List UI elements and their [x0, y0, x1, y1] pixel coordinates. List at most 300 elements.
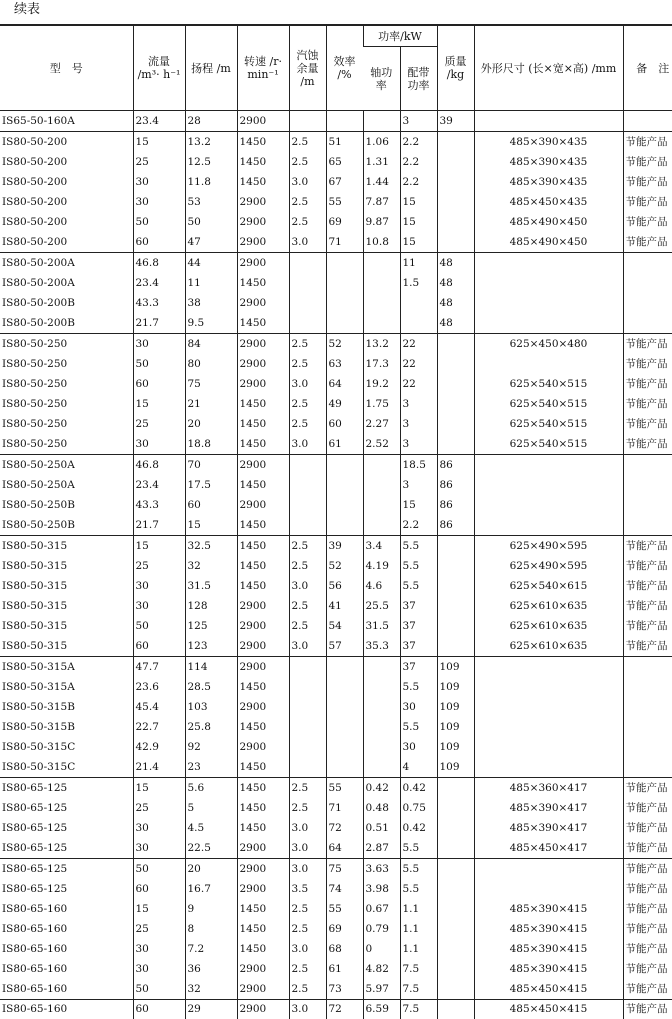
mass-cell: 39	[437, 111, 474, 132]
speed-cell: 1450	[237, 536, 289, 557]
remarks-cell	[623, 737, 672, 757]
remarks-cell	[623, 455, 672, 476]
head-cell: 128	[185, 596, 237, 616]
npsh-cell: 3.5	[289, 879, 326, 899]
model-cell: IS80-50-200	[0, 192, 133, 212]
flow-cell: 43.3	[133, 495, 185, 515]
shaft-power-cell	[363, 697, 400, 717]
table-row	[0, 778, 672, 799]
speed-cell: 1450	[237, 273, 289, 293]
mass-cell: 86	[437, 515, 474, 536]
npsh-cell: 3.0	[289, 434, 326, 455]
table-row	[0, 334, 672, 355]
mass-cell	[437, 556, 474, 576]
efficiency-cell	[326, 717, 363, 737]
model-cell: IS80-65-160	[0, 979, 133, 999]
header-remarks: 备 注	[623, 25, 672, 111]
mass-cell: 109	[437, 677, 474, 697]
dimensions-cell: 625×610×635	[474, 636, 623, 657]
shaft-power-cell: 0.51	[363, 818, 400, 838]
table-row	[0, 152, 672, 172]
remarks-cell: 节能产品	[623, 232, 672, 253]
npsh-cell: 2.5	[289, 334, 326, 355]
dimensions-cell	[474, 879, 623, 899]
head-cell: 23	[185, 757, 237, 778]
flow-cell: 23.4	[133, 475, 185, 495]
dimensions-cell: 625×490×595	[474, 556, 623, 576]
flow-cell: 15	[133, 778, 185, 799]
efficiency-cell	[326, 737, 363, 757]
motor-power-cell: 3	[400, 475, 437, 495]
remarks-cell: 节能产品	[623, 132, 672, 153]
remarks-cell: 节能产品	[623, 979, 672, 999]
flow-cell: 50	[133, 859, 185, 880]
efficiency-cell: 75	[326, 859, 363, 880]
npsh-cell	[289, 313, 326, 334]
motor-power-cell: 5.5	[400, 879, 437, 899]
table-row	[0, 879, 672, 899]
mass-cell: 109	[437, 737, 474, 757]
shaft-power-cell	[363, 717, 400, 737]
model-cell: IS80-50-250A	[0, 475, 133, 495]
model-cell: IS80-65-125	[0, 818, 133, 838]
npsh-cell	[289, 455, 326, 476]
efficiency-cell	[326, 495, 363, 515]
npsh-cell: 3.0	[289, 859, 326, 880]
head-cell: 18.8	[185, 434, 237, 455]
table-row	[0, 576, 672, 596]
dimensions-cell: 485×390×435	[474, 152, 623, 172]
speed-cell: 2900	[237, 334, 289, 355]
efficiency-cell: 67	[326, 172, 363, 192]
head-cell: 32.5	[185, 536, 237, 557]
table-row	[0, 515, 672, 536]
head-cell: 125	[185, 616, 237, 636]
motor-power-cell: 3	[400, 414, 437, 434]
mass-cell	[437, 999, 474, 1019]
shaft-power-cell: 6.59	[363, 999, 400, 1019]
remarks-cell	[623, 757, 672, 778]
efficiency-cell: 61	[326, 434, 363, 455]
dimensions-cell	[474, 657, 623, 678]
motor-power-cell	[400, 293, 437, 313]
dimensions-cell	[474, 677, 623, 697]
flow-cell: 50	[133, 354, 185, 374]
remarks-cell: 节能产品	[623, 818, 672, 838]
head-cell: 8	[185, 919, 237, 939]
model-cell: IS80-65-160	[0, 919, 133, 939]
npsh-cell	[289, 273, 326, 293]
dimensions-cell	[474, 859, 623, 880]
dimensions-cell: 485×390×435	[474, 172, 623, 192]
shaft-power-cell: 13.2	[363, 334, 400, 355]
speed-cell: 1450	[237, 556, 289, 576]
table-row	[0, 939, 672, 959]
mass-cell	[437, 979, 474, 999]
motor-power-cell: 5.5	[400, 859, 437, 880]
motor-power-cell: 15	[400, 232, 437, 253]
remarks-cell: 节能产品	[623, 636, 672, 657]
dimensions-cell: 485×390×417	[474, 818, 623, 838]
head-cell: 75	[185, 374, 237, 394]
efficiency-cell: 39	[326, 536, 363, 557]
dimensions-cell: 485×390×415	[474, 899, 623, 919]
flow-cell: 21.7	[133, 313, 185, 334]
efficiency-cell: 56	[326, 576, 363, 596]
table-row	[0, 172, 672, 192]
mass-cell	[437, 859, 474, 880]
flow-cell: 25	[133, 919, 185, 939]
table-row	[0, 132, 672, 153]
npsh-cell: 3.0	[289, 374, 326, 394]
table-row	[0, 737, 672, 757]
shaft-power-cell: 3.4	[363, 536, 400, 557]
table-row	[0, 919, 672, 939]
speed-cell: 2900	[237, 192, 289, 212]
shaft-power-cell	[363, 475, 400, 495]
shaft-power-cell: 7.87	[363, 192, 400, 212]
speed-cell: 1450	[237, 172, 289, 192]
efficiency-cell: 63	[326, 354, 363, 374]
speed-cell: 1450	[237, 899, 289, 919]
shaft-power-cell: 4.82	[363, 959, 400, 979]
speed-cell: 2900	[237, 455, 289, 476]
speed-cell: 1450	[237, 818, 289, 838]
npsh-cell: 3.0	[289, 232, 326, 253]
shaft-power-cell: 0.48	[363, 798, 400, 818]
efficiency-cell	[326, 515, 363, 536]
motor-power-cell: 22	[400, 354, 437, 374]
model-cell: IS80-50-250	[0, 414, 133, 434]
npsh-cell: 2.5	[289, 798, 326, 818]
table-row	[0, 798, 672, 818]
head-cell: 17.5	[185, 475, 237, 495]
remarks-cell: 节能产品	[623, 576, 672, 596]
model-cell: IS80-50-200A	[0, 253, 133, 274]
npsh-cell: 2.5	[289, 414, 326, 434]
header-power-group: 功率/kW	[363, 25, 437, 47]
remarks-cell: 节能产品	[623, 859, 672, 880]
shaft-power-cell: 10.8	[363, 232, 400, 253]
mass-cell: 86	[437, 455, 474, 476]
flow-cell: 46.8	[133, 253, 185, 274]
mass-cell	[437, 394, 474, 414]
head-cell: 80	[185, 354, 237, 374]
remarks-cell	[623, 495, 672, 515]
remarks-cell	[623, 313, 672, 334]
mass-cell	[437, 596, 474, 616]
flow-cell: 30	[133, 192, 185, 212]
shaft-power-cell: 0	[363, 939, 400, 959]
speed-cell: 2900	[237, 636, 289, 657]
head-cell: 123	[185, 636, 237, 657]
motor-power-cell: 5.5	[400, 677, 437, 697]
remarks-cell	[623, 293, 672, 313]
npsh-cell: 3.0	[289, 636, 326, 657]
shaft-power-cell	[363, 657, 400, 678]
flow-cell: 30	[133, 334, 185, 355]
dimensions-cell: 485×390×415	[474, 939, 623, 959]
flow-cell: 23.4	[133, 273, 185, 293]
table-caption: 续表	[14, 0, 40, 20]
shaft-power-cell: 19.2	[363, 374, 400, 394]
dimensions-cell	[474, 273, 623, 293]
shaft-power-cell: 1.06	[363, 132, 400, 153]
flow-cell: 30	[133, 959, 185, 979]
table-row	[0, 657, 672, 678]
efficiency-cell: 72	[326, 818, 363, 838]
remarks-cell: 节能产品	[623, 152, 672, 172]
flow-cell: 60	[133, 636, 185, 657]
model-cell: IS80-50-315	[0, 556, 133, 576]
head-cell: 53	[185, 192, 237, 212]
remarks-cell	[623, 677, 672, 697]
table-row	[0, 979, 672, 999]
remarks-cell: 节能产品	[623, 939, 672, 959]
remarks-cell: 节能产品	[623, 212, 672, 232]
efficiency-cell: 49	[326, 394, 363, 414]
table-body	[0, 111, 672, 1019]
npsh-cell: 2.5	[289, 212, 326, 232]
efficiency-cell	[326, 455, 363, 476]
model-cell: IS80-50-200A	[0, 273, 133, 293]
efficiency-cell: 54	[326, 616, 363, 636]
npsh-cell	[289, 737, 326, 757]
table-row	[0, 394, 672, 414]
npsh-cell: 2.5	[289, 616, 326, 636]
model-cell: IS80-65-125	[0, 879, 133, 899]
efficiency-cell: 73	[326, 979, 363, 999]
motor-power-cell: 1.1	[400, 939, 437, 959]
efficiency-cell	[326, 313, 363, 334]
shaft-power-cell: 3.98	[363, 879, 400, 899]
model-cell: IS80-50-200	[0, 172, 133, 192]
head-cell: 22.5	[185, 838, 237, 859]
efficiency-cell: 64	[326, 374, 363, 394]
table-row	[0, 434, 672, 455]
model-cell: IS80-50-315	[0, 536, 133, 557]
dimensions-cell	[474, 495, 623, 515]
speed-cell: 2900	[237, 879, 289, 899]
npsh-cell: 2.5	[289, 778, 326, 799]
speed-cell: 1450	[237, 394, 289, 414]
header-speed: 转速 /r· min⁻¹	[237, 25, 289, 111]
shaft-power-cell: 1.44	[363, 172, 400, 192]
table-row	[0, 495, 672, 515]
dimensions-cell: 485×490×450	[474, 232, 623, 253]
head-cell: 29	[185, 999, 237, 1019]
mass-cell	[437, 939, 474, 959]
efficiency-cell	[326, 757, 363, 778]
dimensions-cell	[474, 737, 623, 757]
motor-power-cell: 5.5	[400, 576, 437, 596]
npsh-cell	[289, 697, 326, 717]
remarks-cell: 节能产品	[623, 798, 672, 818]
shaft-power-cell: 2.27	[363, 414, 400, 434]
table-row	[0, 111, 672, 132]
npsh-cell: 2.5	[289, 596, 326, 616]
efficiency-cell	[326, 293, 363, 313]
motor-power-cell: 37	[400, 616, 437, 636]
motor-power-cell: 15	[400, 495, 437, 515]
motor-power-cell: 18.5	[400, 455, 437, 476]
motor-power-cell: 1.1	[400, 919, 437, 939]
motor-power-cell: 0.42	[400, 778, 437, 799]
mass-cell: 86	[437, 475, 474, 495]
efficiency-cell: 52	[326, 334, 363, 355]
flow-cell: 15	[133, 899, 185, 919]
dimensions-cell: 485×450×417	[474, 838, 623, 859]
mass-cell: 109	[437, 697, 474, 717]
model-cell: IS80-50-200B	[0, 293, 133, 313]
speed-cell: 2900	[237, 979, 289, 999]
remarks-cell	[623, 515, 672, 536]
shaft-power-cell	[363, 293, 400, 313]
head-cell: 70	[185, 455, 237, 476]
dimensions-cell: 485×360×417	[474, 778, 623, 799]
table-row	[0, 556, 672, 576]
efficiency-cell: 55	[326, 192, 363, 212]
npsh-cell: 2.5	[289, 959, 326, 979]
dimensions-cell	[474, 354, 623, 374]
shaft-power-cell: 1.31	[363, 152, 400, 172]
flow-cell: 43.3	[133, 293, 185, 313]
flow-cell: 23.4	[133, 111, 185, 132]
head-cell: 32	[185, 979, 237, 999]
efficiency-cell	[326, 253, 363, 274]
efficiency-cell	[326, 657, 363, 678]
npsh-cell: 2.5	[289, 899, 326, 919]
efficiency-cell: 68	[326, 939, 363, 959]
speed-cell: 2900	[237, 838, 289, 859]
flow-cell: 50	[133, 979, 185, 999]
speed-cell: 1450	[237, 132, 289, 153]
shaft-power-cell	[363, 495, 400, 515]
npsh-cell: 3.0	[289, 172, 326, 192]
efficiency-cell: 41	[326, 596, 363, 616]
shaft-power-cell	[363, 737, 400, 757]
head-cell: 114	[185, 657, 237, 678]
model-cell: IS80-65-160	[0, 939, 133, 959]
model-cell: IS80-50-250B	[0, 515, 133, 536]
flow-cell: 25	[133, 152, 185, 172]
head-cell: 60	[185, 495, 237, 515]
remarks-cell: 节能产品	[623, 434, 672, 455]
speed-cell: 2900	[237, 959, 289, 979]
motor-power-cell: 7.5	[400, 999, 437, 1019]
flow-cell: 60	[133, 999, 185, 1019]
shaft-power-cell: 25.5	[363, 596, 400, 616]
npsh-cell: 2.5	[289, 556, 326, 576]
dimensions-cell: 625×540×615	[474, 576, 623, 596]
shaft-power-cell: 17.3	[363, 354, 400, 374]
mass-cell	[437, 838, 474, 859]
model-cell: IS80-50-315A	[0, 657, 133, 678]
motor-power-cell: 0.75	[400, 798, 437, 818]
npsh-cell: 3.0	[289, 818, 326, 838]
efficiency-cell: 69	[326, 212, 363, 232]
dimensions-cell	[474, 293, 623, 313]
shaft-power-cell: 0.79	[363, 919, 400, 939]
model-cell: IS80-50-315B	[0, 717, 133, 737]
efficiency-cell: 69	[326, 919, 363, 939]
efficiency-cell	[326, 697, 363, 717]
table-row	[0, 273, 672, 293]
shaft-power-cell	[363, 313, 400, 334]
remarks-cell: 节能产品	[623, 394, 672, 414]
shaft-power-cell: 1.75	[363, 394, 400, 414]
remarks-cell: 节能产品	[623, 354, 672, 374]
flow-cell: 50	[133, 212, 185, 232]
dimensions-cell: 625×540×515	[474, 434, 623, 455]
speed-cell: 1450	[237, 939, 289, 959]
npsh-cell: 2.5	[289, 919, 326, 939]
remarks-cell: 节能产品	[623, 172, 672, 192]
head-cell: 25.8	[185, 717, 237, 737]
motor-power-cell: 5.5	[400, 838, 437, 859]
npsh-cell: 2.5	[289, 354, 326, 374]
speed-cell: 2900	[237, 999, 289, 1019]
npsh-cell	[289, 515, 326, 536]
dimensions-cell	[474, 111, 623, 132]
head-cell: 32	[185, 556, 237, 576]
flow-cell: 25	[133, 556, 185, 576]
remarks-cell	[623, 697, 672, 717]
remarks-cell: 节能产品	[623, 556, 672, 576]
speed-cell: 2900	[237, 657, 289, 678]
head-cell: 12.5	[185, 152, 237, 172]
table-row	[0, 536, 672, 557]
speed-cell: 1450	[237, 778, 289, 799]
model-cell: IS80-50-250	[0, 434, 133, 455]
model-cell: IS80-65-160	[0, 959, 133, 979]
model-cell: IS80-50-315	[0, 636, 133, 657]
npsh-cell: 2.5	[289, 192, 326, 212]
motor-power-cell: 3	[400, 394, 437, 414]
mass-cell	[437, 879, 474, 899]
flow-cell: 60	[133, 374, 185, 394]
dimensions-cell: 625×450×480	[474, 334, 623, 355]
model-cell: IS80-50-250A	[0, 455, 133, 476]
header-model: 型 号	[0, 25, 133, 111]
motor-power-cell: 37	[400, 657, 437, 678]
shaft-power-cell	[363, 253, 400, 274]
efficiency-cell: 65	[326, 152, 363, 172]
speed-cell: 2900	[237, 596, 289, 616]
dimensions-cell: 485×390×417	[474, 798, 623, 818]
mass-cell	[437, 778, 474, 799]
shaft-power-cell	[363, 455, 400, 476]
efficiency-cell	[326, 475, 363, 495]
dimensions-cell	[474, 475, 623, 495]
mass-cell	[437, 899, 474, 919]
dimensions-cell	[474, 697, 623, 717]
motor-power-cell: 2.2	[400, 515, 437, 536]
flow-cell: 30	[133, 434, 185, 455]
head-cell: 28	[185, 111, 237, 132]
npsh-cell: 2.5	[289, 132, 326, 153]
header-efficiency: 效率 /%	[326, 25, 363, 111]
mass-cell: 86	[437, 495, 474, 515]
remarks-cell	[623, 253, 672, 274]
head-cell: 36	[185, 959, 237, 979]
shaft-power-cell: 3.63	[363, 859, 400, 880]
model-cell: IS80-65-125	[0, 778, 133, 799]
efficiency-cell: 51	[326, 132, 363, 153]
npsh-cell	[289, 657, 326, 678]
dimensions-cell: 625×540×515	[474, 374, 623, 394]
table-row	[0, 192, 672, 212]
